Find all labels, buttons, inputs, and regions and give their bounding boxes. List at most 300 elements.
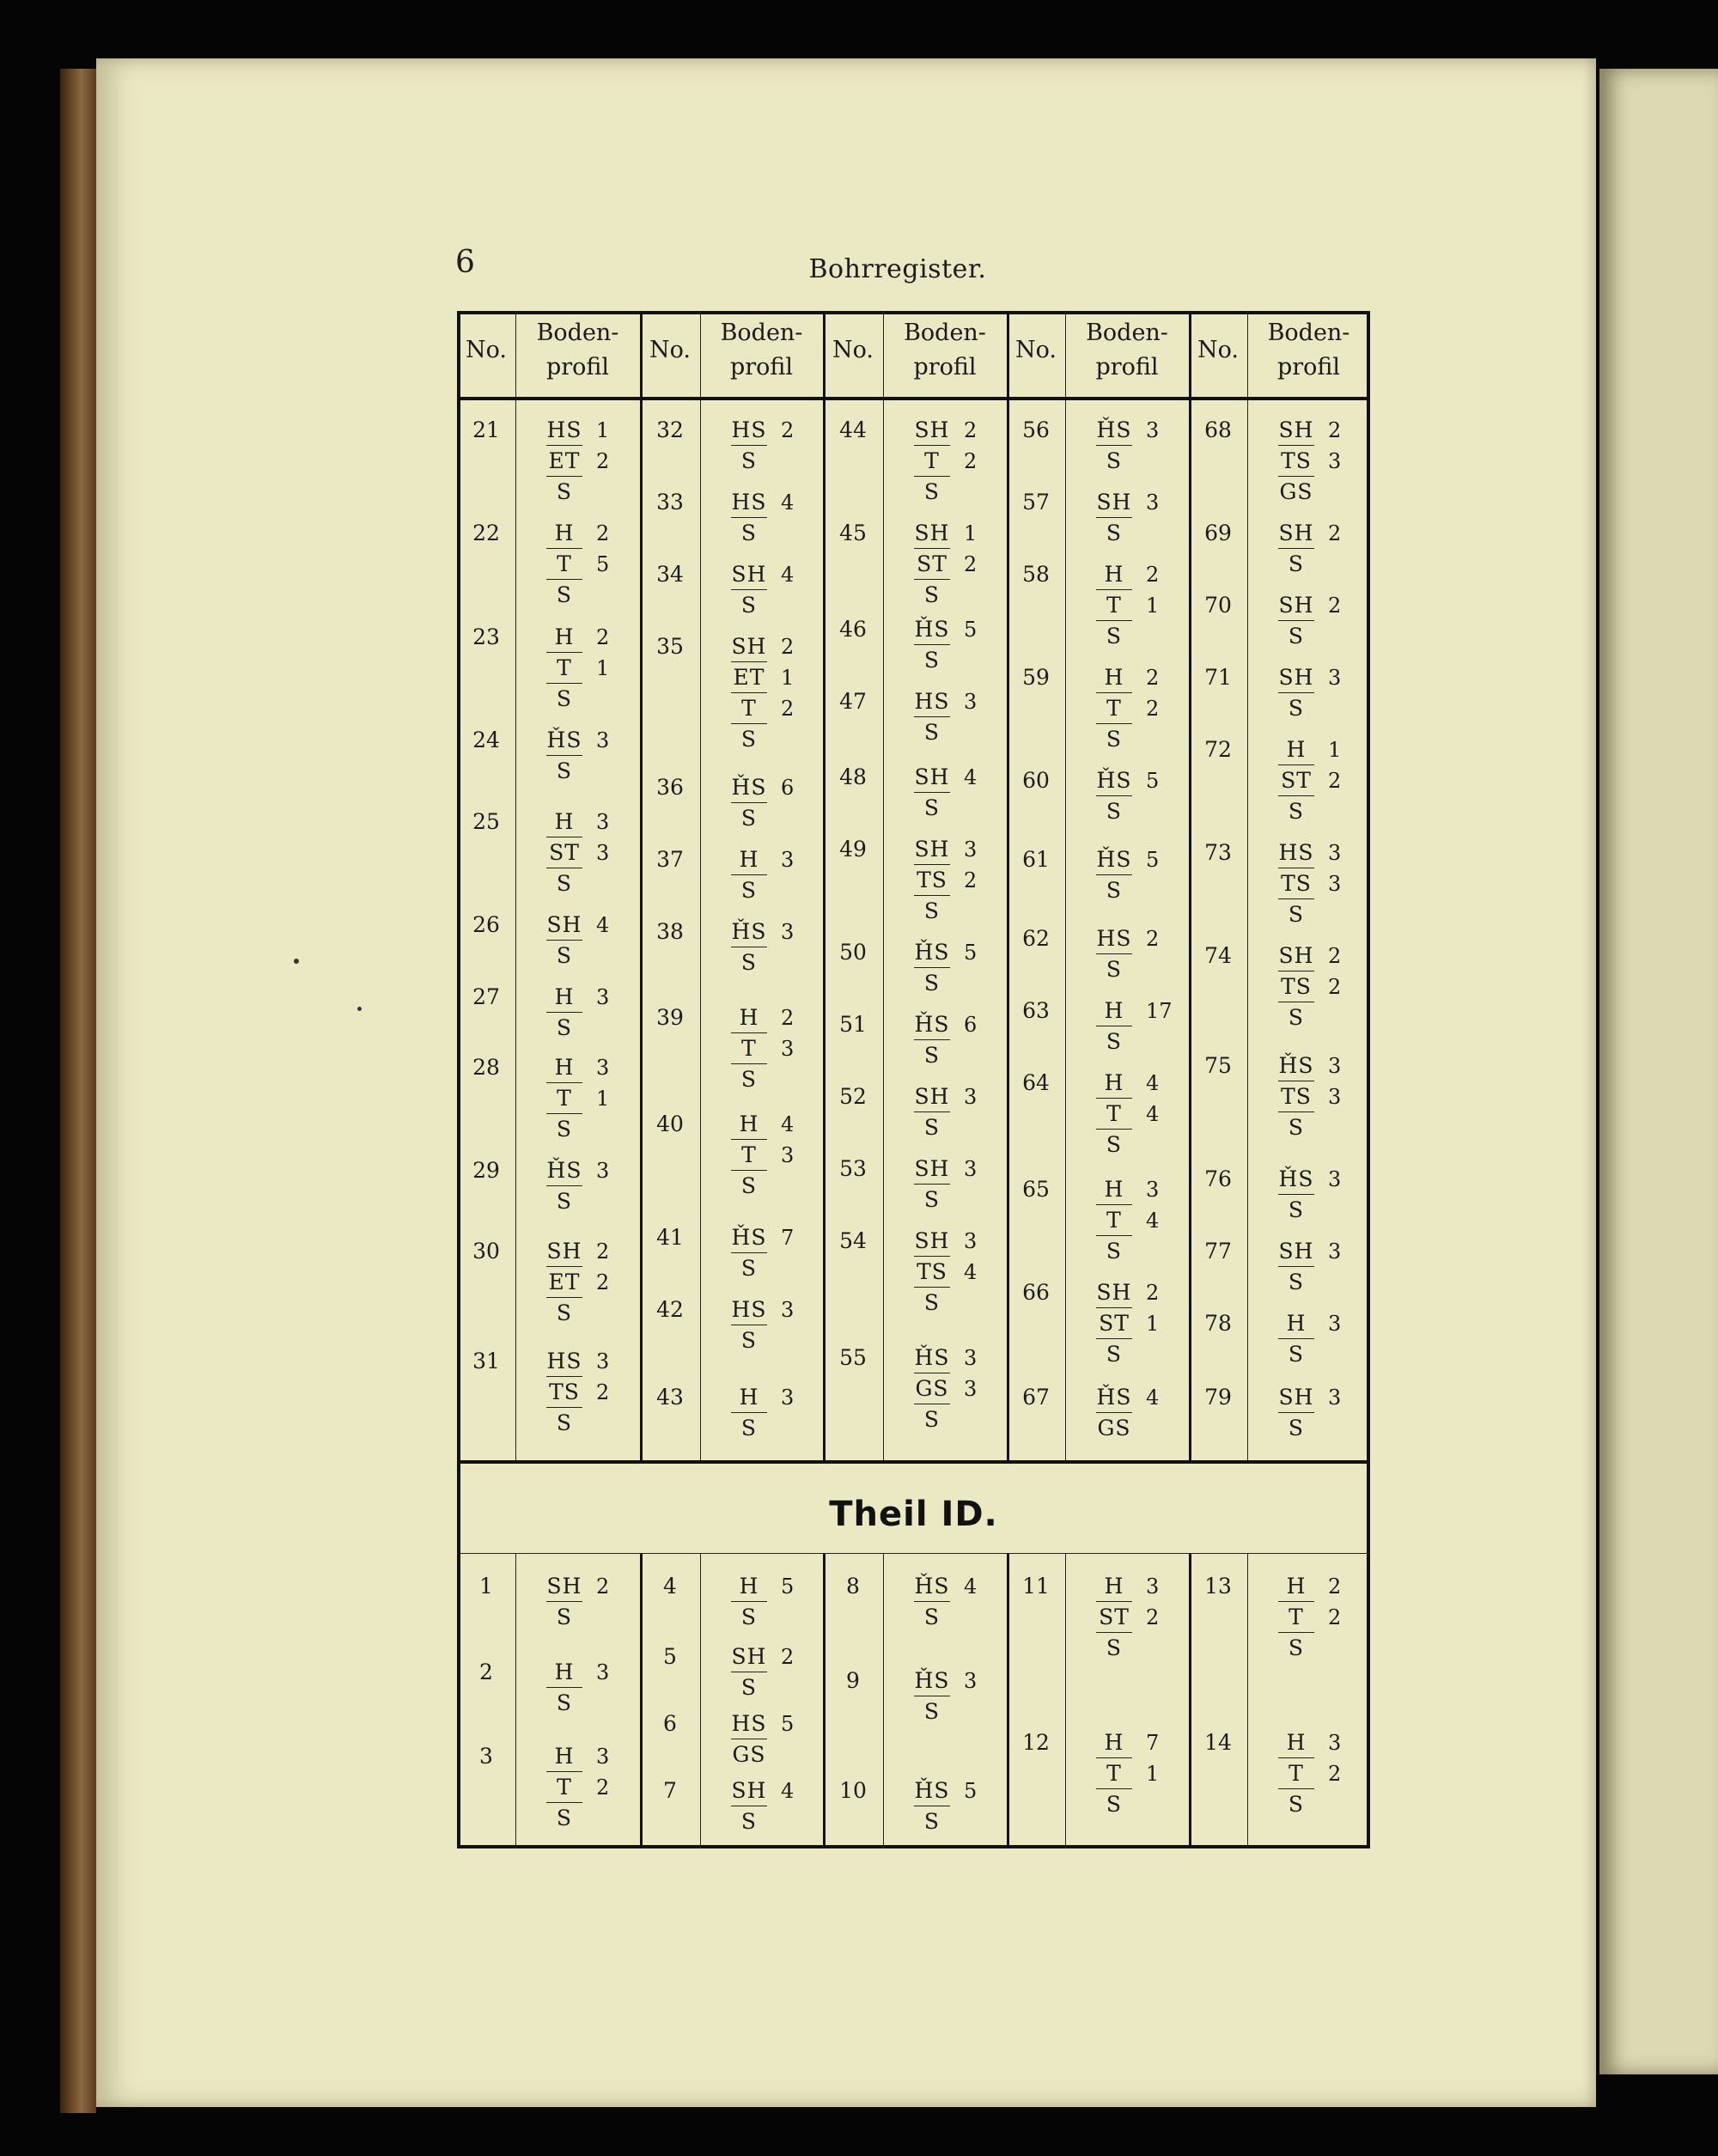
profile-layer bbox=[907, 1010, 1002, 1041]
soil-code: HS bbox=[1089, 924, 1139, 953]
layer-depth: 2 bbox=[1328, 1605, 1342, 1629]
soil-code: S bbox=[740, 1605, 758, 1629]
soil-code: ST bbox=[907, 550, 957, 579]
soil-code: S bbox=[556, 1410, 573, 1435]
profile-layer bbox=[1271, 1003, 1366, 1034]
profile-layer bbox=[1089, 1027, 1184, 1058]
profile-layer bbox=[1271, 869, 1366, 900]
profile-layer bbox=[724, 876, 819, 907]
soil-profile bbox=[724, 416, 819, 478]
soil-code: S bbox=[1106, 624, 1123, 649]
boring-number: 65 bbox=[1022, 1177, 1050, 1202]
boring-number: 3 bbox=[479, 1744, 493, 1769]
soil-code: S bbox=[1106, 448, 1123, 473]
profile-layer bbox=[1271, 797, 1366, 828]
soil-code: HS bbox=[907, 687, 957, 716]
soil-code: S bbox=[740, 521, 758, 545]
soil-profile bbox=[1271, 1051, 1366, 1144]
soil-code: S bbox=[556, 1806, 573, 1830]
soil-code: S bbox=[556, 582, 573, 607]
soil-code: S bbox=[923, 971, 941, 996]
soil-code: S bbox=[1106, 727, 1123, 752]
column-rule bbox=[1065, 1553, 1066, 1848]
soil-code: HS bbox=[724, 488, 774, 517]
soil-code: SH bbox=[907, 1154, 957, 1184]
layer-depth: 5 bbox=[781, 1712, 795, 1736]
soil-code: ST bbox=[1089, 1603, 1139, 1632]
soil-code: S bbox=[740, 448, 758, 473]
soil-code: H bbox=[539, 1742, 589, 1771]
soil-code: S bbox=[740, 878, 758, 903]
profile-layer bbox=[724, 845, 819, 876]
layer-depth: 17 bbox=[1146, 999, 1173, 1023]
layer-depth: 2 bbox=[1328, 975, 1342, 999]
soil-profile bbox=[1271, 1383, 1366, 1445]
page-title-text: Bohrregister. bbox=[808, 254, 987, 284]
soil-profile bbox=[724, 1110, 819, 1203]
section-rule bbox=[457, 1553, 1370, 1554]
soil-code: T bbox=[1089, 1099, 1139, 1129]
soil-code: TS bbox=[1271, 1082, 1321, 1111]
boring-number: 52 bbox=[839, 1084, 867, 1109]
header-rule bbox=[457, 397, 1370, 400]
column-rule bbox=[1065, 311, 1066, 1460]
profile-layer bbox=[1089, 766, 1184, 797]
layer-depth: 3 bbox=[964, 1377, 978, 1401]
boring-number: 61 bbox=[1022, 847, 1050, 872]
section-rule bbox=[457, 1460, 1370, 1464]
soil-profile bbox=[1089, 560, 1184, 653]
soil-profile bbox=[539, 1156, 634, 1218]
soil-code: S bbox=[923, 1043, 941, 1068]
layer-depth: 2 bbox=[596, 1775, 610, 1800]
profile-layer bbox=[539, 983, 634, 1014]
soil-profile bbox=[1271, 663, 1366, 725]
profile-layer bbox=[724, 1603, 819, 1634]
paper-speck bbox=[357, 1007, 362, 1011]
layer-depth: 3 bbox=[781, 1298, 795, 1322]
layer-depth: 6 bbox=[781, 776, 795, 800]
profile-layer bbox=[907, 447, 1002, 478]
soil-code: S bbox=[740, 1173, 758, 1198]
soil-profile bbox=[907, 615, 1002, 677]
profile-layer bbox=[1271, 550, 1366, 581]
boring-number: 28 bbox=[472, 1055, 500, 1080]
soil-code: TS bbox=[1271, 869, 1321, 898]
soil-profile bbox=[1271, 1728, 1366, 1821]
soil-profile bbox=[539, 983, 634, 1045]
soil-code: ȞS bbox=[1271, 1051, 1321, 1081]
profile-layer bbox=[724, 1326, 819, 1357]
soil-profile bbox=[907, 1776, 1002, 1838]
boring-number: 40 bbox=[656, 1111, 684, 1136]
profile-layer bbox=[1089, 488, 1184, 519]
profile-layer bbox=[1089, 1340, 1184, 1371]
boring-number: 1 bbox=[479, 1574, 493, 1599]
profile-layer bbox=[1089, 876, 1184, 907]
soil-code: SH bbox=[907, 763, 957, 792]
soil-profile bbox=[1089, 1383, 1184, 1445]
profile-layer bbox=[1089, 519, 1184, 550]
profile-layer bbox=[539, 416, 634, 447]
soil-code: HS bbox=[539, 416, 589, 445]
boring-number: 6 bbox=[663, 1711, 677, 1736]
boring-number: 26 bbox=[472, 912, 500, 937]
layer-depth: 4 bbox=[964, 765, 978, 789]
soil-code: H bbox=[724, 1383, 774, 1412]
soil-profile bbox=[907, 1082, 1002, 1144]
boring-number: 32 bbox=[656, 417, 684, 442]
layer-depth: 3 bbox=[596, 1056, 610, 1080]
layer-depth: 3 bbox=[964, 837, 978, 862]
profile-layer bbox=[907, 519, 1002, 550]
profile-layer bbox=[724, 1141, 819, 1172]
profile-layer bbox=[1271, 735, 1366, 766]
header-no: No. bbox=[466, 337, 507, 363]
soil-profile bbox=[1089, 416, 1184, 478]
soil-code: S bbox=[556, 871, 573, 896]
layer-depth: 4 bbox=[1146, 1386, 1160, 1410]
soil-code: S bbox=[1106, 1029, 1123, 1054]
soil-code: S bbox=[1106, 1239, 1123, 1264]
soil-code: TS bbox=[907, 866, 957, 895]
layer-depth: 2 bbox=[781, 418, 795, 442]
soil-code: S bbox=[923, 1187, 941, 1212]
boring-number: 2 bbox=[479, 1660, 493, 1684]
boring-number: 22 bbox=[472, 521, 500, 545]
boring-number: 7 bbox=[663, 1778, 677, 1803]
boring-number: 42 bbox=[656, 1297, 684, 1322]
soil-code: GS bbox=[907, 1374, 957, 1404]
layer-depth: 3 bbox=[1328, 449, 1342, 473]
boring-number: 59 bbox=[1022, 665, 1050, 690]
soil-code: H bbox=[539, 623, 589, 652]
layer-depth: 1 bbox=[1146, 594, 1160, 618]
profile-layer bbox=[724, 948, 819, 979]
profile-layer bbox=[539, 1804, 634, 1835]
profile-layer bbox=[907, 938, 1002, 969]
profile-layer bbox=[1271, 478, 1366, 509]
soil-code: S bbox=[1106, 1792, 1123, 1817]
layer-depth: 4 bbox=[964, 1574, 978, 1599]
soil-code: T bbox=[539, 1773, 589, 1802]
soil-code: SH bbox=[1271, 1383, 1321, 1412]
soil-code: T bbox=[724, 694, 774, 723]
profile-layer bbox=[907, 1041, 1002, 1072]
layer-depth: 2 bbox=[1146, 1605, 1160, 1629]
soil-code: T bbox=[907, 447, 957, 476]
soil-code: H bbox=[1271, 1572, 1321, 1601]
profile-layer bbox=[539, 1742, 634, 1773]
layer-depth: 6 bbox=[964, 1013, 978, 1037]
profile-layer bbox=[724, 1295, 819, 1326]
soil-code: S bbox=[923, 1290, 941, 1315]
header-bodenprofil-1: Boden- bbox=[1086, 320, 1168, 346]
soil-profile bbox=[539, 1237, 634, 1330]
header-bodenprofil-1: Boden- bbox=[904, 320, 986, 346]
soil-code: SH bbox=[1089, 488, 1139, 517]
layer-depth: 2 bbox=[596, 1574, 610, 1599]
column-rule bbox=[883, 1553, 884, 1848]
profile-layer bbox=[907, 1405, 1002, 1436]
soil-profile bbox=[1271, 1309, 1366, 1371]
soil-code: S bbox=[556, 1690, 573, 1715]
layer-depth: 3 bbox=[596, 841, 610, 865]
profile-layer bbox=[539, 550, 634, 581]
layer-depth: 2 bbox=[596, 521, 610, 545]
boring-number: 79 bbox=[1204, 1385, 1232, 1410]
profile-layer bbox=[1271, 1309, 1366, 1340]
soil-code: H bbox=[1271, 1728, 1321, 1757]
profile-layer bbox=[539, 1268, 634, 1299]
layer-depth: 3 bbox=[1328, 872, 1342, 896]
boring-number: 31 bbox=[472, 1349, 500, 1373]
profile-layer bbox=[539, 685, 634, 716]
soil-code: SH bbox=[907, 416, 957, 445]
profile-layer bbox=[724, 1223, 819, 1254]
soil-code: S bbox=[740, 727, 758, 752]
layer-depth: 2 bbox=[596, 625, 610, 649]
soil-profile bbox=[1271, 735, 1366, 828]
soil-code: S bbox=[1288, 1197, 1305, 1222]
soil-profile bbox=[907, 1227, 1002, 1319]
soil-profile bbox=[539, 416, 634, 509]
layer-depth: 2 bbox=[1328, 418, 1342, 442]
soil-code: S bbox=[1288, 1635, 1305, 1660]
boring-number: 12 bbox=[1022, 1730, 1050, 1755]
profile-layer bbox=[1271, 1603, 1366, 1634]
boring-number: 38 bbox=[656, 919, 684, 944]
soil-code: SH bbox=[539, 911, 589, 940]
profile-layer bbox=[1271, 1383, 1366, 1414]
layer-depth: 2 bbox=[781, 635, 795, 659]
layer-depth: 3 bbox=[596, 1745, 610, 1769]
profile-layer bbox=[907, 794, 1002, 825]
layer-depth: 4 bbox=[964, 1260, 978, 1284]
soil-code: GS bbox=[1279, 479, 1313, 504]
soil-profile bbox=[1271, 1572, 1366, 1665]
soil-code: H bbox=[1089, 1069, 1139, 1098]
profile-layer bbox=[539, 869, 634, 900]
soil-profile bbox=[724, 488, 819, 550]
soil-profile bbox=[1089, 1069, 1184, 1161]
layer-depth: 3 bbox=[1146, 490, 1160, 515]
boring-number: 73 bbox=[1204, 840, 1232, 865]
profile-layer bbox=[1271, 900, 1366, 931]
column-rule bbox=[515, 311, 516, 1460]
boring-number: 76 bbox=[1204, 1166, 1232, 1191]
soil-code: ȞS bbox=[724, 773, 774, 802]
layer-depth: 2 bbox=[596, 449, 610, 473]
layer-depth: 3 bbox=[781, 1143, 795, 1167]
soil-code: SH bbox=[907, 1082, 957, 1111]
layer-depth: 3 bbox=[596, 810, 610, 834]
soil-code: ȞS bbox=[1271, 1165, 1321, 1194]
profile-layer bbox=[907, 478, 1002, 509]
soil-code: ST bbox=[1271, 766, 1321, 795]
soil-profile bbox=[1089, 1278, 1184, 1371]
profile-layer bbox=[907, 416, 1002, 447]
profile-layer bbox=[907, 763, 1002, 794]
profile-layer bbox=[907, 1572, 1002, 1603]
column-rule bbox=[640, 311, 643, 1460]
profile-layer bbox=[1271, 1196, 1366, 1227]
soil-code: SH bbox=[539, 1237, 589, 1266]
soil-code: S bbox=[1106, 521, 1123, 545]
soil-code: T bbox=[1089, 591, 1139, 620]
soil-code: T bbox=[539, 550, 589, 579]
layer-depth: 3 bbox=[1328, 1085, 1342, 1109]
profile-layer bbox=[1271, 591, 1366, 622]
soil-code: H bbox=[1089, 996, 1139, 1026]
boring-number: 68 bbox=[1204, 417, 1232, 442]
soil-profile bbox=[907, 763, 1002, 825]
header-no: No. bbox=[832, 337, 874, 363]
boring-number: 53 bbox=[839, 1156, 867, 1181]
soil-code: S bbox=[1288, 799, 1305, 824]
profile-layer bbox=[1271, 972, 1366, 1003]
profile-layer bbox=[907, 1113, 1002, 1144]
profile-layer bbox=[1271, 766, 1366, 797]
header-bodenprofil-1: Boden- bbox=[720, 320, 803, 346]
profile-layer bbox=[1089, 1206, 1184, 1237]
boring-number: 9 bbox=[846, 1668, 860, 1693]
page-title bbox=[0, 254, 1718, 284]
soil-code: T bbox=[1089, 694, 1139, 723]
profile-layer bbox=[1089, 1278, 1184, 1309]
layer-depth: 1 bbox=[964, 521, 978, 545]
layer-depth: 1 bbox=[596, 418, 610, 442]
profile-layer bbox=[724, 1673, 819, 1704]
boring-number: 11 bbox=[1022, 1574, 1050, 1599]
boring-number: 34 bbox=[656, 562, 684, 587]
soil-code: S bbox=[923, 720, 941, 745]
layer-depth: 3 bbox=[781, 1037, 795, 1061]
layer-depth: 2 bbox=[596, 1239, 610, 1264]
boring-number: 39 bbox=[656, 1005, 684, 1030]
profile-layer bbox=[1089, 955, 1184, 986]
profile-layer bbox=[724, 663, 819, 694]
boring-number: 56 bbox=[1022, 417, 1050, 442]
soil-profile bbox=[539, 1572, 634, 1634]
profile-layer bbox=[1089, 416, 1184, 447]
profile-layer bbox=[1271, 1572, 1366, 1603]
section-heading: Theil ID. bbox=[829, 1495, 998, 1534]
profile-layer bbox=[1089, 622, 1184, 653]
soil-profile bbox=[539, 726, 634, 788]
profile-layer bbox=[539, 1378, 634, 1409]
soil-profile bbox=[1271, 941, 1366, 1034]
soil-code: ȞS bbox=[907, 1776, 957, 1806]
soil-code: H bbox=[1271, 1309, 1321, 1338]
profile-layer bbox=[1271, 1237, 1366, 1268]
profile-layer bbox=[724, 1172, 819, 1203]
profile-layer bbox=[1271, 694, 1366, 725]
soil-code: S bbox=[740, 593, 758, 618]
layer-depth: 4 bbox=[1146, 1209, 1160, 1233]
soil-code: H bbox=[1089, 663, 1139, 692]
soil-code: SH bbox=[724, 1642, 774, 1672]
soil-code: ȞS bbox=[907, 938, 957, 967]
profile-layer bbox=[1089, 1099, 1184, 1130]
profile-layer bbox=[724, 694, 819, 725]
soil-code: H bbox=[1089, 560, 1139, 589]
layer-depth: 3 bbox=[781, 848, 795, 872]
soil-code: S bbox=[556, 1605, 573, 1629]
soil-profile bbox=[724, 1383, 819, 1445]
profile-layer bbox=[724, 917, 819, 948]
profile-layer bbox=[724, 1414, 819, 1445]
header-bodenprofil-2: profil bbox=[913, 354, 977, 381]
boring-number: 69 bbox=[1204, 521, 1232, 545]
profile-layer bbox=[907, 1666, 1002, 1697]
soil-profile bbox=[724, 845, 819, 907]
profile-layer bbox=[724, 1254, 819, 1285]
soil-code: HS bbox=[724, 1295, 774, 1325]
profile-layer bbox=[907, 1603, 1002, 1634]
soil-code: S bbox=[740, 1256, 758, 1281]
soil-profile bbox=[1271, 1165, 1366, 1227]
profile-layer bbox=[907, 646, 1002, 677]
soil-code: SH bbox=[724, 632, 774, 661]
soil-profile bbox=[724, 560, 819, 622]
profile-layer bbox=[539, 1773, 634, 1804]
layer-depth: 2 bbox=[964, 449, 978, 473]
profile-layer bbox=[724, 447, 819, 478]
profile-layer bbox=[907, 615, 1002, 646]
soil-profile bbox=[724, 632, 819, 756]
profile-layer bbox=[1089, 1383, 1184, 1414]
boring-number: 50 bbox=[839, 940, 867, 965]
layer-depth: 3 bbox=[596, 728, 610, 752]
profile-layer bbox=[724, 416, 819, 447]
layer-depth: 5 bbox=[964, 618, 978, 642]
profile-layer bbox=[539, 838, 634, 869]
profile-layer bbox=[1089, 694, 1184, 725]
soil-profile bbox=[1271, 591, 1366, 653]
layer-depth: 3 bbox=[596, 985, 610, 1009]
profile-layer bbox=[1271, 1414, 1366, 1445]
layer-depth: 1 bbox=[596, 1087, 610, 1111]
boring-number: 63 bbox=[1022, 998, 1050, 1023]
soil-code: S bbox=[1288, 1792, 1305, 1817]
soil-code: SH bbox=[1271, 519, 1321, 548]
profile-layer bbox=[907, 1227, 1002, 1258]
boring-number: 21 bbox=[472, 417, 500, 442]
profile-layer bbox=[724, 632, 819, 663]
profile-layer bbox=[1089, 1603, 1184, 1634]
profile-layer bbox=[907, 1258, 1002, 1288]
layer-depth: 3 bbox=[1328, 1239, 1342, 1264]
profile-layer bbox=[724, 773, 819, 804]
profile-layer bbox=[539, 757, 634, 788]
profile-layer bbox=[539, 623, 634, 654]
profile-layer bbox=[539, 1603, 634, 1634]
profile-layer bbox=[907, 1185, 1002, 1216]
soil-code: SH bbox=[1271, 1237, 1321, 1266]
layer-depth: 2 bbox=[1146, 666, 1160, 690]
soil-code: SH bbox=[724, 560, 774, 589]
boring-number: 13 bbox=[1204, 1574, 1232, 1599]
profile-layer bbox=[1271, 1728, 1366, 1759]
profile-layer bbox=[539, 581, 634, 612]
soil-code: TS bbox=[539, 1378, 589, 1407]
soil-profile bbox=[1089, 488, 1184, 550]
soil-code: TS bbox=[1271, 447, 1321, 476]
profile-layer bbox=[539, 519, 634, 550]
soil-profile bbox=[907, 1010, 1002, 1072]
soil-code: S bbox=[1106, 799, 1123, 824]
